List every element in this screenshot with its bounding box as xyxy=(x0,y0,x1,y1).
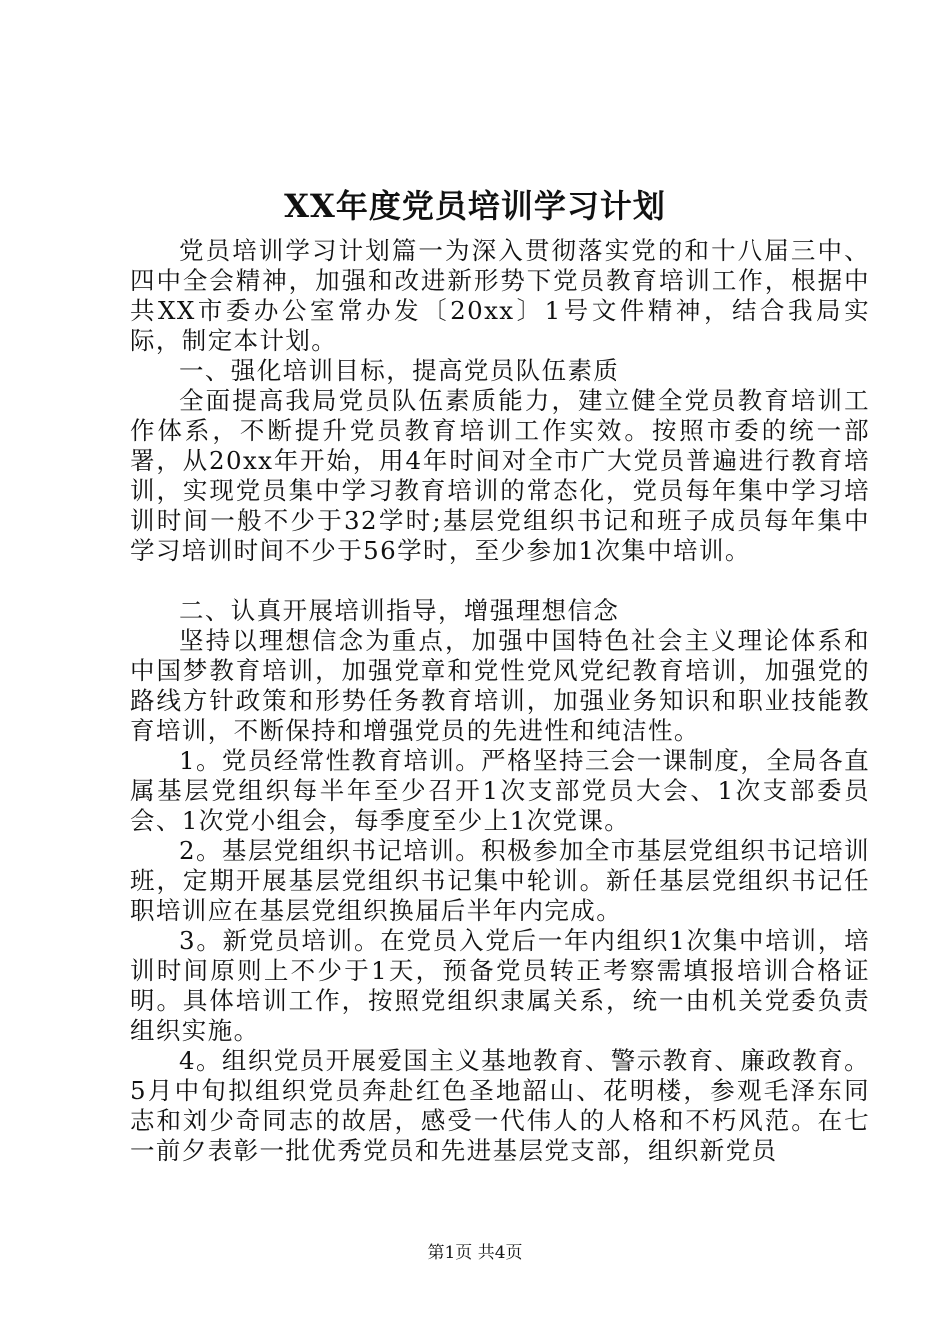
section-heading-2: 二、认真开展培训指导，增强理想信念 xyxy=(179,596,620,625)
section-heading-1: 一、强化培训目标，提高党员队伍素质 xyxy=(179,356,620,385)
paragraph-gap xyxy=(130,566,870,596)
section-2-paragraph: 坚持以理想信念为重点，加强中国特色社会主义理论体系和中国梦教育培训，加强党章和党性党风党纪教育培训，加强党的路线方针政策和形势任务教育培训，加强业务知识和职业技能教育培训，不断保持和增强党员的先进性和纯洁性。 xyxy=(130,626,870,745)
section-1-paragraph: 全面提高我局党员队伍素质能力，建立健全党员教育培训工作体系，不断提升党员教育培训工作实效。按照市委的统一部署，从20xx年开始，用4年时间对全市广大党员普遍进行教育培训，实现党员集中学习教育培训的常态化，党员每年集中学习培训时间一般不少于32学时;基层党组织书记和班子成员每年集中学习培训时间不少于56学时，至少参加1次集中培训。 xyxy=(130,386,870,565)
item-3-paragraph: 3。新党员培训。在党员入党后一年内组织1次集中培训，培训时间原则上不少于1天，预备党员转正考察需填报培训合格证明。具体培训工作，按照党组织隶属关系，统一由机关党委负责组织实施。 xyxy=(130,926,870,1045)
item-2-paragraph: 2。基层党组织书记培训。积极参加全市基层党组织书记培训班，定期开展基层党组织书记集中轮训。新任基层党组织书记任职培训应在基层党组织换届后半年内完成。 xyxy=(130,836,870,925)
document-body xyxy=(130,236,870,1166)
intro-paragraph: 党员培训学习计划篇一为深入贯彻落实党的和十八届三中、四中全会精神，加强和改进新形势下党员教育培训工作，根据中共XX市委办公室常办发〔20xx〕1号文件精神，结合我局实际，制定本计划。 xyxy=(130,236,870,355)
item-4-paragraph: 4。组织党员开展爱国主义基地教育、警示教育、廉政教育。5月中旬拟组织党员奔赴红色圣地韶山、花明楼，参观毛泽东同志和刘少奇同志的故居，感受一代伟人的人格和不朽风范。在七一前夕表彰一批优秀党员和先进基层党支部，组织新党员 xyxy=(130,1046,870,1165)
item-1-paragraph: 1。党员经常性教育培训。严格坚持三会一课制度，全局各直属基层党组织每半年至少召开1次支部党员大会、1次支部委员会、1次党小组会，每季度至少上1次党课。 xyxy=(130,746,870,835)
page-title: XX年度党员培训学习计划 xyxy=(284,187,666,225)
page-footer: 第1页 共4页 xyxy=(427,1243,523,1263)
